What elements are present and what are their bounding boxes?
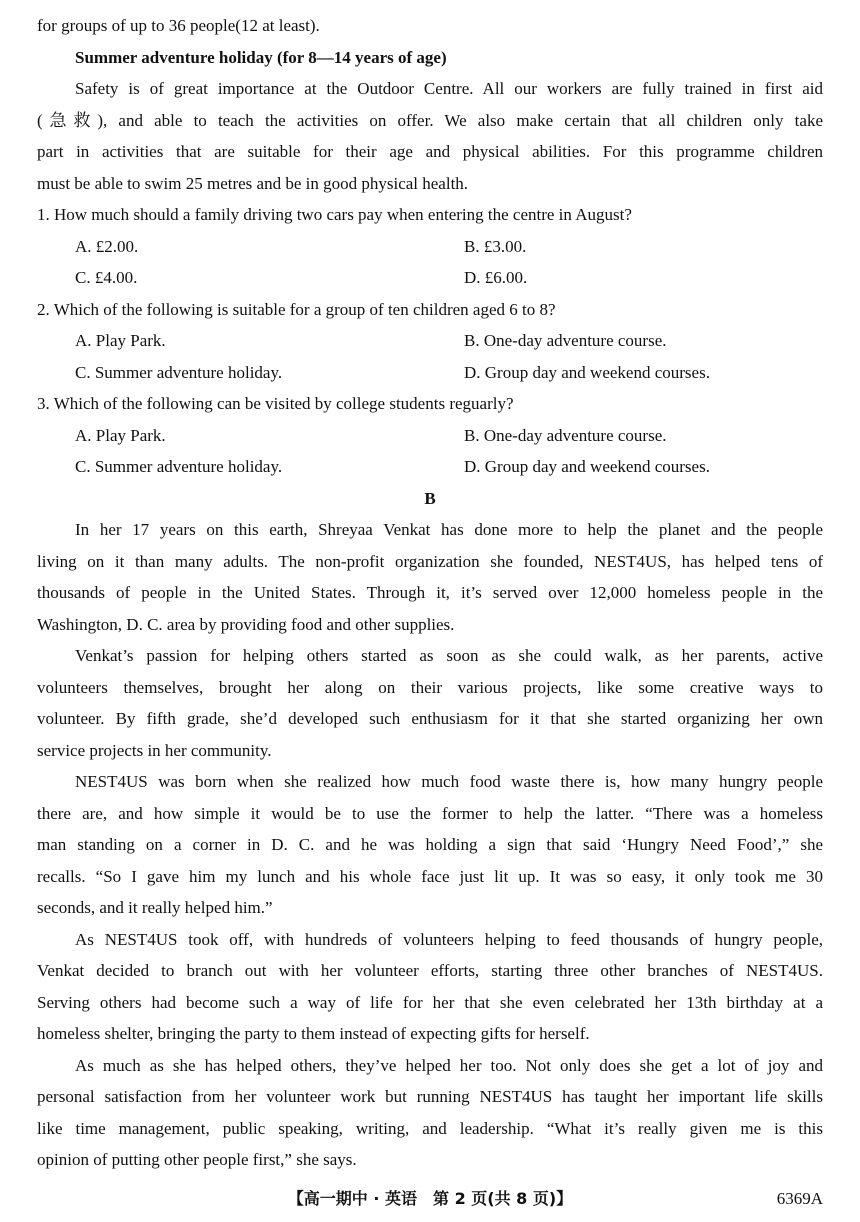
passage-b-line: homeless shelter, bringing the party to them instead of expecting gifts for herself. (37, 1024, 590, 1043)
passage-a-line: part in activities that are suitable for their age and physical abilities. For this programme children (37, 142, 823, 161)
option-d: D. £6.00. (464, 268, 528, 287)
passage-b-line: recalls. “So I gave him my lunch and his whole face just lit up. It was so easy, it only took me 30 (37, 866, 823, 886)
passage-b-line: man standing on a corner in D. C. and he was holding a sign that said ‘Hungry Need Food’,” she (37, 835, 823, 854)
exam-page (37, 10, 823, 1176)
page-footer (0, 1183, 860, 1215)
passage-b-line: personal satisfaction from her volunteer work but running NEST4US has taught her important life skills (37, 1087, 823, 1106)
option-c: C. £4.00. (75, 268, 138, 287)
passage-b-line: Venkat’s passion for helping others started as soon as she could walk, as her parents, active (75, 646, 823, 665)
passage-b-line: Serving others had become such a way of life for her that she even celebrated her 13th birthday at a (37, 992, 823, 1012)
passage-a-line: for groups of up to 36 people(12 at least). (37, 16, 320, 35)
passage-b-line: seconds, and it really helped him.” (37, 898, 273, 917)
option-a: A. Play Park. (75, 425, 166, 445)
passage-b-line: In her 17 years on this earth, Shreyaa Venkat has done more to help the planet and the people (75, 520, 823, 539)
passage-b-line: As much as she has helped others, they’ve helped her too. Not only does she get a lot of joy and (75, 1055, 823, 1075)
question-stem: 2. Which of the following is suitable for a group of ten children aged 6 to 8? (37, 299, 556, 319)
passage-b-line: service projects in her community. (37, 740, 272, 760)
passage-b-line: volunteers themselves, brought her along on their various projects, like some creative ways to (37, 677, 823, 697)
passage-a-line: Safety is of great importance at the Outdoor Centre. All our workers are fully trained in first aid (75, 79, 823, 98)
option-row (37, 231, 823, 263)
option-a: A. Play Park. (75, 331, 166, 350)
passage-b-line: there are, and how simple it would be to use the former to help the latter. “There was a homeless (37, 803, 823, 823)
option-b: B. One-day adventure course. (464, 425, 667, 445)
passage-b-line: volunteer. By fifth grade, she’d developed such enthusiasm for it that she started organizing her own (37, 709, 823, 728)
option-row (37, 357, 823, 389)
option-a: A. £2.00. (75, 236, 139, 256)
passage-b-line: like time management, public speaking, writing, and leadership. “What it’s really given me is this (37, 1118, 823, 1138)
question-stem: 1. How much should a family driving two cars pay when entering the centre in August? (37, 205, 632, 224)
option-row (37, 451, 823, 483)
passage-b-line: opinion of putting other people first,” she says. (37, 1150, 357, 1169)
passage-b-line: thousands of people in the United States. Through it, it’s served over 12,000 homeless people in the (37, 583, 823, 602)
option-row (37, 262, 823, 294)
option-row (37, 420, 823, 452)
footer-page-info: 【高一期中 · 英语 第 2 页(共 8 页)】 (287, 1189, 573, 1208)
passage-b-line: NEST4US was born when she realized how much food waste there is, how many hungry people (75, 772, 823, 791)
passage-b-line: As NEST4US took off, with hundreds of volunteers helping to feed thousands of hungry people, (75, 929, 823, 949)
option-d: D. Group day and weekend courses. (464, 362, 710, 382)
option-b: B. £3.00. (464, 236, 527, 256)
passage-a-line: must be able to swim 25 metres and be in good physical health. (37, 173, 469, 193)
passage-a-line: (急救), and able to teach the activities on offer. We also make certain that all children only take (37, 110, 823, 130)
section-heading: Summer adventure holiday (for 8—14 years of age) (75, 47, 447, 67)
option-c: C. Summer adventure holiday. (75, 362, 283, 382)
passage-b-line: Washington, D. C. area by providing food and other supplies. (37, 614, 455, 634)
option-c: C. Summer adventure holiday. (75, 457, 283, 476)
passage-b-line: Venkat decided to branch out with her volunteer efforts, starting three other branches of NEST4US. (37, 961, 823, 980)
footer-exam-code: 6369A (776, 1189, 823, 1208)
section-b-title: B (424, 488, 436, 508)
option-b: B. One-day adventure course. (464, 331, 667, 350)
passage-b-line: living on it than many adults. The non-profit organization she founded, NEST4US, has helped tens of (37, 551, 823, 571)
option-d: D. Group day and weekend courses. (464, 457, 710, 476)
question-stem: 3. Which of the following can be visited by college students reguarly? (37, 394, 514, 413)
option-row (37, 325, 823, 357)
